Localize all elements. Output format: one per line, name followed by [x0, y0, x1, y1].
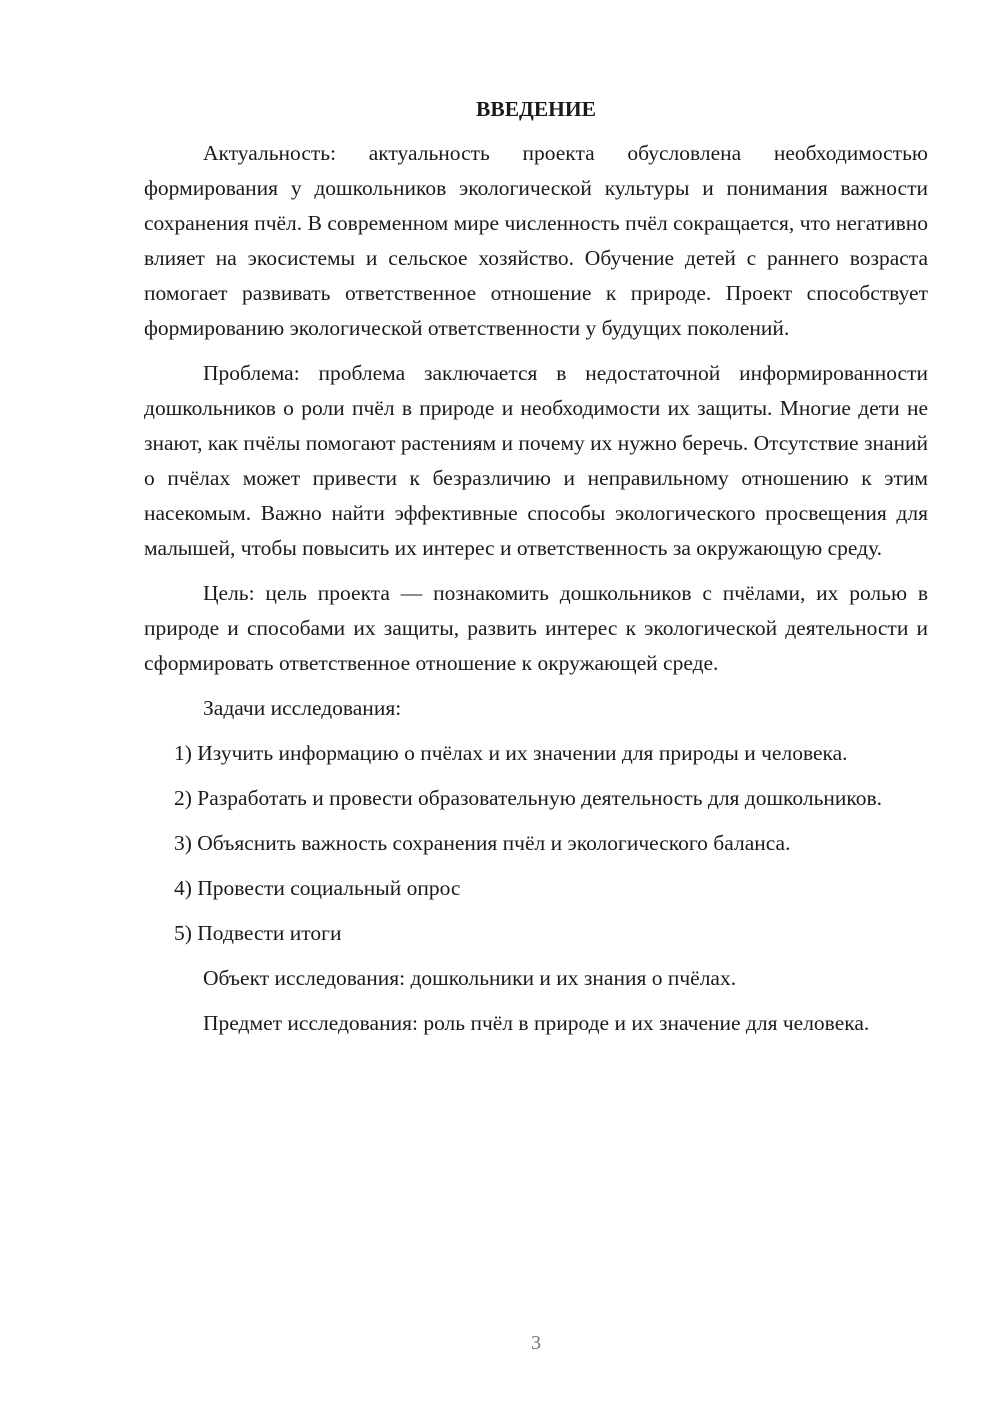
subject-paragraph: Предмет исследования: роль пчёл в природе и их значение для человека.: [203, 1011, 870, 1035]
task-item-3: 3) Объяснить важность сохранения пчёл и экологического баланса.: [174, 831, 791, 855]
page-number: 3: [531, 1332, 541, 1354]
task-item-2: 2) Разработать и провести образовательную деятельность для дошкольников.: [174, 786, 883, 810]
document-page: [144, 92, 928, 1051]
tasks-heading: Задачи исследования:: [203, 696, 402, 720]
problem-paragraph: Проблема: проблема заключается в недостаточной информированности дошкольников о роли пчёл в природе и необходимости их защиты. Многие дети не знают, как пчёлы помогают растениям и почему их нужно беречь. Отсутствие знаний о пчёлах может привести к безразличию и неправильному отношению к этим насекомым. Важно найти эффективные способы экологического просвещения для малышей, чтобы повысить их интерес и ответственность за окружающую среду.: [144, 361, 929, 560]
task-item-4: 4) Провести социальный опрос: [174, 876, 461, 900]
object-paragraph: Объект исследования: дошкольники и их знания о пчёлах.: [203, 966, 737, 990]
task-item-1: 1) Изучить информацию о пчёлах и их значении для природы и человека.: [174, 741, 848, 765]
relevance-paragraph: Актуальность: актуальность проекта обусловлена необходимостью формирования у дошкольников экологической культуры и понимания важности сохранения пчёл. В современном мире численность пчёл сокращается, что негативно влияет на экосистемы и сельское хозяйство. Обучение детей с раннего возраста помогает развивать ответственное отношение к природе. Проект способствует формированию экологической ответственности у будущих поколений.: [144, 141, 928, 340]
task-item-5: 5) Подвести итоги: [174, 921, 342, 945]
section-title: ВВЕДЕНИЕ: [476, 97, 596, 121]
goal-paragraph: Цель: цель проекта — познакомить дошкольников с пчёлами, их ролью в природе и способами их защиты, развить интерес к экологической деятельности и сформировать ответственное отношение к окружающей среде.: [144, 581, 928, 675]
